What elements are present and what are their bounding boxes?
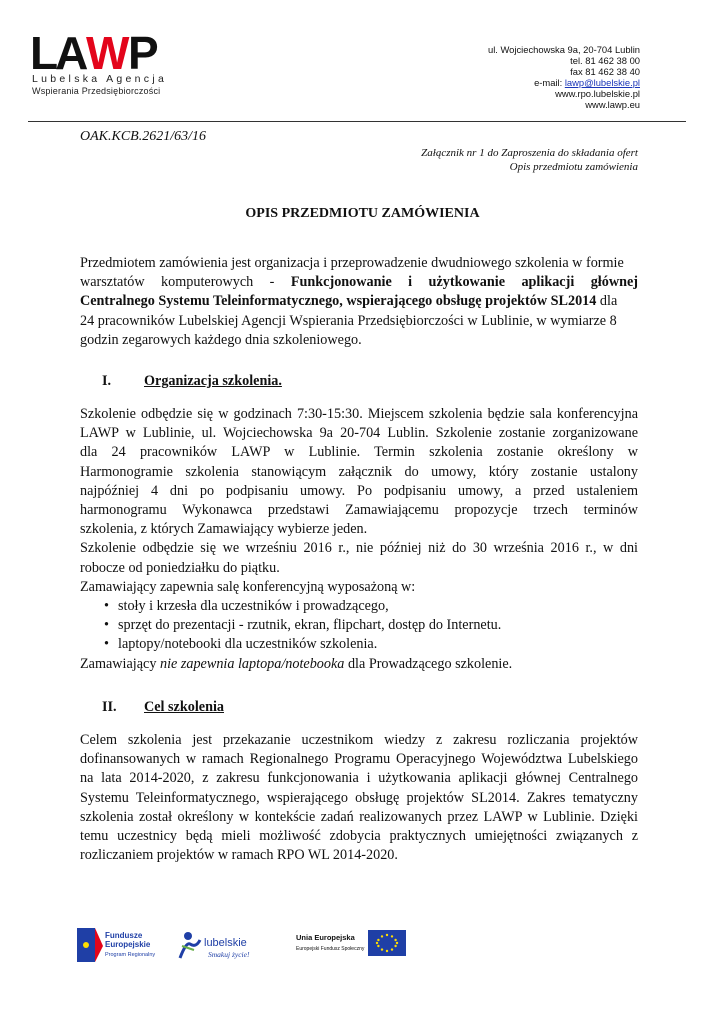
fe-text-1: Fundusze [105, 931, 143, 940]
fe-text-2: Europejskie [105, 940, 151, 949]
section-2-body [80, 731, 638, 865]
s1-laptop-note-c: dla Prowadzącego szkolenie. [344, 655, 513, 672]
contact-fax: fax 81 462 38 40 [570, 66, 640, 77]
s2-line1: Celem szkolenia jest przekazanie uczestnikom wiedzy z zakresu rozliczania projektów [80, 732, 638, 748]
intro-word-dla: dla [596, 293, 618, 310]
logo-subtitle-line2: Wspierania Przedsiębiorczości [32, 86, 161, 96]
s2-line4: Systemu Teleinformatycznego, wspierającego obsługę projektów SL2014. Zakres tematyczny [80, 789, 638, 806]
intro-line1: Przedmiotem zamówienia jest organizacja i przeprowadzenie dwudniowego szkolenia w formie [80, 255, 624, 271]
s1-equipment-intro: Zamawiający zapewnia salę konferencyjną wyposażoną w: [80, 578, 416, 595]
list-item [80, 635, 638, 654]
annex-line2: Opis przedmiotu zamówienia [509, 161, 638, 173]
fundusze-europejskie-logo [75, 926, 165, 971]
s1-line4: Harmonogramie szkolenia stanowiącym załącznik do umowy, który zostanie ustalony [80, 463, 638, 480]
s1-dates-line1: Szkolenie odbędzie się we wrześniu 2016 r., nie później niż do 30 września 2016 r., w dni [80, 540, 638, 557]
s1-line5: najpóźniej 4 dni po podpisaniu umowy. Po podpisaniu umowy, a przed ustaleniem [80, 482, 638, 499]
intro-line5: godzin zegarowych każdego dnia szkoleniowego. [80, 331, 362, 348]
s2-line7: rozliczaniem projektów w ramach RPO WL 2014-2020. [80, 847, 398, 864]
s1-laptop-note [80, 655, 638, 674]
intro-paragraph [80, 254, 638, 350]
section-1-number: I. [102, 373, 112, 389]
section-2-number: II. [102, 699, 117, 715]
intro-line4: 24 pracowników Lubelskiej Agencji Wspierania Przedsiębiorczości w Lublinie, w wymiarze 8 [80, 312, 617, 329]
section-1-heading [102, 373, 282, 390]
section-2-heading [102, 699, 224, 716]
contact-email-label: e-mail: [534, 77, 565, 88]
s1-dates-line2: robocze od poniedziałku do piątku. [80, 559, 280, 576]
section-1-title: Organizacja szkolenia. [144, 373, 282, 389]
reference-number: OAK.KCB.2621/63/16 [80, 129, 207, 144]
s2-line3: na lata 2014-2020, z zakresu funkcjonowania i użytkowania aplikacji głównej Centralnego [80, 770, 638, 787]
contact-address: ul. Wojciechowska 9a, 20-704 Lublin [487, 44, 640, 55]
s2-line5: szkolenia został określony w kontekście zadań realizowanych przez LAWP w Lublinie. Dzięki [80, 808, 638, 825]
annex-line1: Załącznik nr 1 do Zaproszenia do składania ofert [421, 147, 638, 159]
logo-subtitle-line1: Lubelska Agencja [32, 73, 168, 85]
ue-text-1: Unia Europejska [296, 933, 355, 942]
contact-block [488, 44, 640, 110]
contact-web-lawp: www.lawp.eu [585, 99, 640, 110]
svg-text:P: P [128, 33, 156, 73]
section-2-title: Cel szkolenia [144, 699, 224, 715]
intro-word-warsztatow: warsztatów [80, 274, 145, 291]
annex-note [421, 146, 638, 174]
s1-line3: dla 24 pracowników LAWP w Lublinie. Termin szkolenia zostanie określony w [80, 444, 638, 461]
equipment-list [80, 597, 638, 655]
section-1-body [80, 405, 638, 674]
s1-line7: szkolenia, z których Zamawiający wybierze jeden. [80, 521, 368, 538]
lawp-logo [30, 33, 180, 97]
footer-logos [0, 922, 725, 972]
contact-tel: tel. 81 462 38 00 [570, 55, 640, 66]
s1-laptop-note-a: Zamawiający [80, 655, 160, 672]
lubelskie-figure-icon [176, 928, 266, 964]
list-item-text: sprzęt do prezentacji - rzutnik, ekran, flipchart, dostęp do Internetu. [118, 617, 502, 634]
list-item [80, 616, 638, 635]
contact-web-rpo: www.rpo.lubelskie.pl [555, 88, 640, 99]
lubelskie-text: lubelskie [204, 937, 247, 949]
intro-word-komputerowych: komputerowych - [161, 274, 275, 291]
list-item-text: laptopy/notebooki dla uczestników szkolenia. [118, 636, 378, 653]
svg-text:W: W [86, 33, 127, 73]
eu-flag-icon [296, 928, 408, 960]
ue-text-2: Europejski Fundusz Społeczny [296, 946, 365, 952]
contact-email-row [488, 77, 640, 88]
bullet-icon: • [104, 598, 109, 615]
s1-line2: LAWP w Lublinie, ul. Wojciechowska 9a 20-704 Lublin. Szkolenie zostanie zorganizowane [80, 425, 638, 442]
document-title: OPIS PRZEDMIOTU ZAMÓWIENIA [245, 206, 480, 221]
lubelskie-slogan: Smakuj życie! [208, 950, 250, 959]
bullet-icon: • [104, 617, 109, 634]
svg-text:LA: LA [30, 33, 86, 73]
intro-bold-topic-cont: Centralnego Systemu Teleinformatycznego, wspierającego obsługę projektów SL2014 [80, 293, 597, 310]
s1-line1: Szkolenie odbędzie się w godzinach 7:30-15:30. Miejscem szkolenia będzie sala konferencyjna [80, 406, 638, 422]
intro-line3 [80, 292, 638, 311]
s1-line6: harmonogramu Wykonawca przedstawi Zamawiającemu propozycje trzech terminów [80, 502, 638, 519]
s1-laptop-note-italic: nie zapewnia laptopa/notebooka [159, 655, 345, 672]
lawp-logo-mark [30, 33, 180, 73]
bullet-icon: • [104, 636, 109, 653]
unia-europejska-logo [296, 928, 408, 965]
intro-line2 [80, 273, 638, 292]
intro-bold-topic: Funkcjonowanie i użytkowanie aplikacji głównej [290, 274, 638, 291]
header-divider [28, 121, 686, 122]
contact-email-link[interactable]: lawp@lubelskie.pl [564, 77, 640, 88]
lubelskie-logo [176, 928, 266, 969]
fe-text-3: Program Regionalny [105, 952, 156, 958]
s2-line2: dofinansowanych w ramach Regionalnego Programu Operacyjnego Województwa Lubelskiego [80, 751, 638, 768]
list-item-text: stoły i krzesła dla uczestników i prowadzącego, [118, 598, 389, 615]
s2-line6: temu uczestnicy będą mieli możliwość zdobycia praktycznych umiejętności związanych z [80, 828, 638, 845]
list-item [80, 597, 638, 616]
fe-flag-icon [75, 926, 165, 966]
